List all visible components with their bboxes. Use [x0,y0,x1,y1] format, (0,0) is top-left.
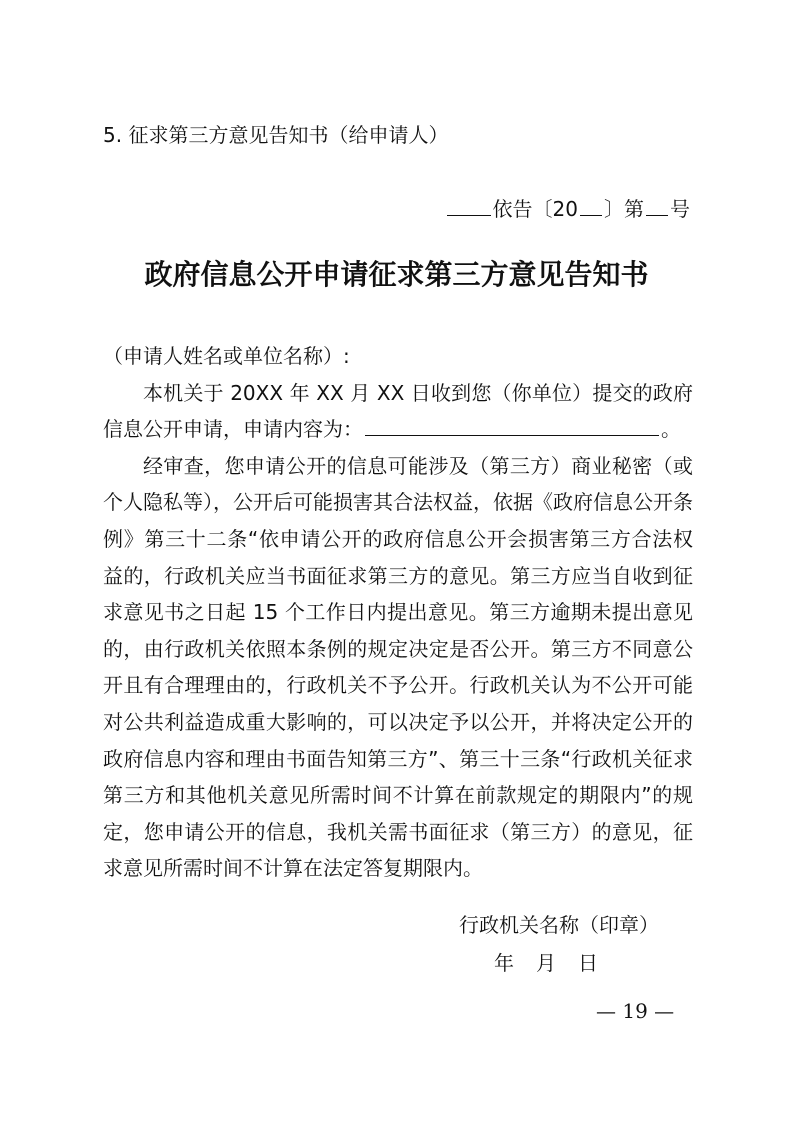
request-content-blank [365,434,659,436]
request-period: 。 [661,417,681,442]
body-text [103,338,693,887]
paragraph-request [103,375,693,448]
signature-agency-seal: 行政机关名称（印章） [459,913,659,937]
doc-number-prefix: 依告〔20 [492,197,578,221]
doc-number-blank-year [580,214,602,216]
date-year: 年 [494,951,514,975]
date-month: 月 [536,951,556,975]
salutation: （申请人姓名或单位名称）: [103,344,350,368]
section-heading: 5. 征求第三方意见告知书（给申请人） [103,123,449,147]
signature-date [494,948,620,978]
doc-number-middle: 〕第 [604,197,644,221]
doc-number-blank-agency [447,214,491,216]
doc-number-suffix: 号 [670,197,690,221]
date-day: 日 [578,951,598,975]
request-text: 本机关于 20XX 年 XX 月 XX 日收到您（你单位）提交的政府信息公开申请，申请内容为： [103,380,693,442]
page-number: — 19 — [596,999,675,1023]
paragraph-review: 经审查，您申请公开的信息可能涉及（第三方）商业秘密（或个人隐私等），公开后可能损害其合法权益，依据《政府信息公开条例》第三十二条“依申请公开的政府信息公开会损害第三方合法权益的，行政机关应当书面征求第三方的意见。第三方应当自收到征求意见书之日起 15 个工作日内提出意见。第三方逾期未提出意见的，由行政机关依照本条例的规定决定是否公开。第三方不同意公开且有合理理由的，行政机关不予公开。行政机关认为不公开可能对公共利益造成重大影响的，可以决定予以公开，并将决定公开的政府信息内容和理由书面告知第三方”、第三十三条“行政机关征求第三方和其他机关意见所需时间不计算在前款规定的期限内”的规定，您申请公开的信息，我机关需书面征求（第三方）的意见，征求意见所需时间不计算在法定答复期限内。 [103,453,693,881]
page-title: 政府信息公开申请征求第三方意见告知书 [144,258,649,291]
document-number [445,194,690,224]
doc-number-blank-serial [646,214,668,216]
